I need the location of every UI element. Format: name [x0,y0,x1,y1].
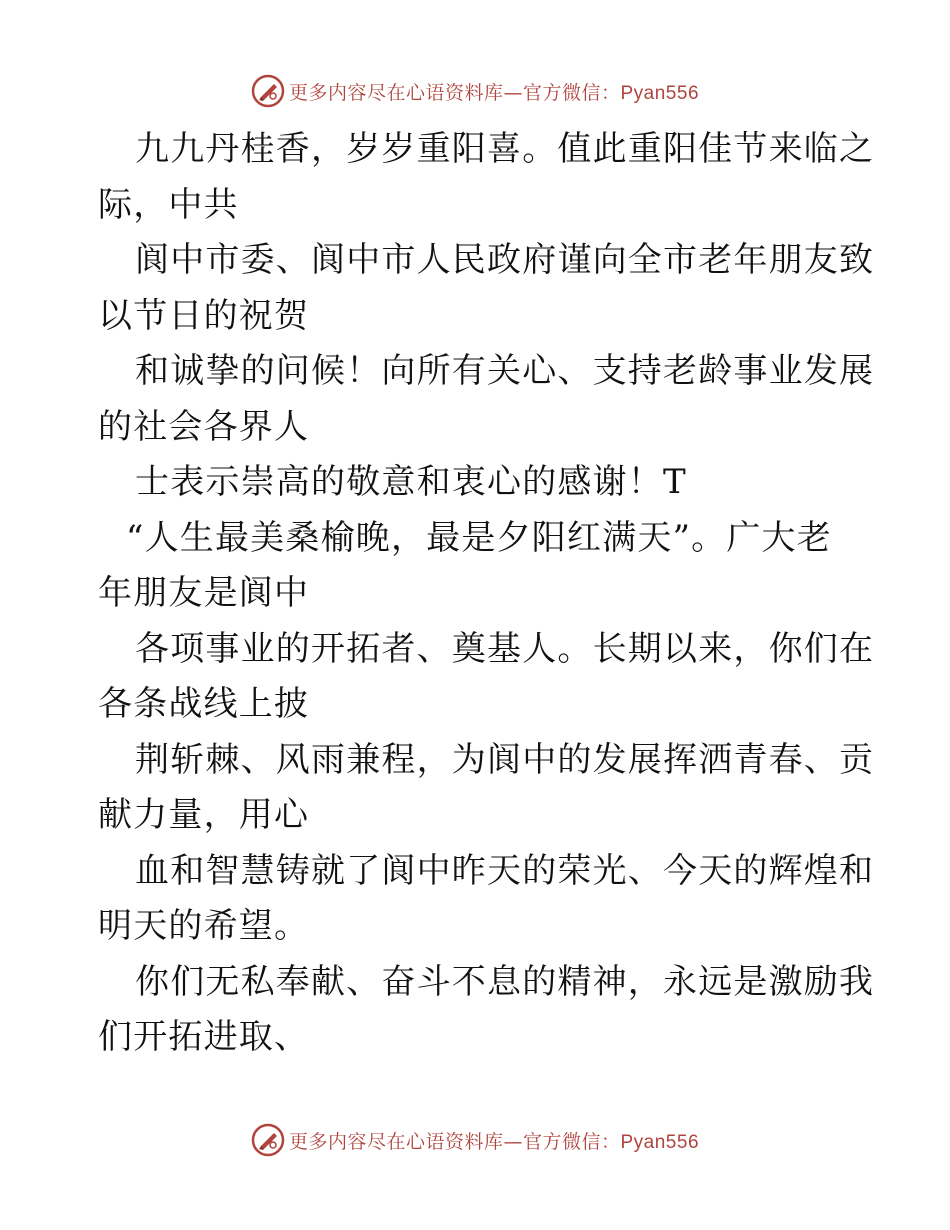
document-body [98,122,875,1066]
footer-banner [0,1120,950,1160]
text-line: 和诚挚的问候！向所有关心、支持老龄事业发展 [135,351,875,391]
header-banner [0,71,950,111]
text-line: 各项事业的开拓者、奠基人。长期以来，你们在 [135,628,875,669]
text-line: 血和智慧铸就了阆中昨天的荣光、今天的辉煌和 [135,850,875,891]
text-line: 献力量，用心 [98,795,310,835]
wechat-id: Pyan556 [620,82,700,104]
wechat-id: Pyan556 [620,1131,700,1153]
text-line: 荆斩棘、风雨兼程，为阆中的发展挥洒青春、贡 [135,739,875,780]
text-line: 明天的希望。 [98,906,310,946]
brand-logo-icon [251,74,285,108]
text-line: 阆中市委、阆中市人民政府谨向全市老年朋友致 [135,240,875,280]
text-line: 你们无私奉献、奋斗不息的精神，永远是激励我 [135,961,875,1002]
text-line: 各条战线上披 [98,684,310,724]
text-line: 年朋友是阆中 [98,573,310,613]
text-line: 以节日的祝贺 [98,295,310,336]
text-line: “人生最美桑榆晚，最是夕阳红满天”。广大老 [126,517,832,558]
text-line: 们开拓进取、 [98,1017,310,1057]
text-line: 的社会各界人 [98,406,310,447]
text-line: 士表示崇高的敬意和衷心的感谢！T [135,462,687,502]
text-line: 际，中共 [98,184,239,225]
brand-logo-icon [251,1123,285,1157]
banner-text: 更多内容尽在心语资料库—官方微信： [288,1130,621,1153]
banner-text: 更多内容尽在心语资料库—官方微信： [288,81,621,104]
text-line: 九九丹桂香，岁岁重阳喜。值此重阳佳节来临之 [135,129,875,169]
